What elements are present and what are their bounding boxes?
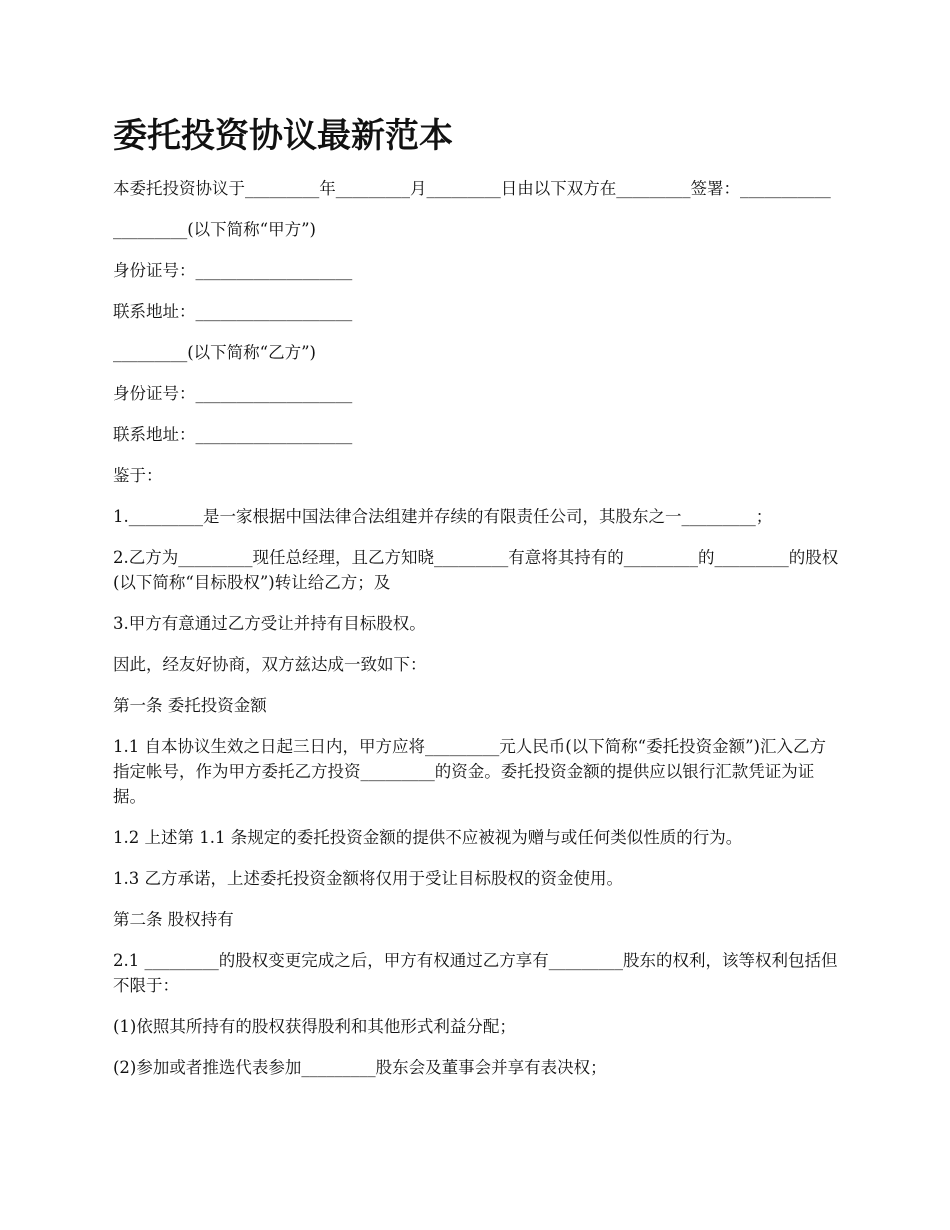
- recital-2: 2.乙方为_________现任总经理，且乙方知晓_________有意将其持有的_________的_________的股权(以下简称“目标股权”)转让给乙方；及: [113, 548, 839, 592]
- party-b-id-number: 身份证号：___________________: [113, 384, 353, 403]
- clause-2-1-item-2: (2)参加或者推选代表参加_________股东会及董事会并享有表决权；: [113, 1058, 607, 1077]
- party-b-name: _________(以下简称“乙方”): [113, 343, 316, 362]
- preamble-paragraph: 本委托投资协议于_________年_________月_________日由以下双方在_________签署：___________: [113, 179, 831, 198]
- clause-1-1: 1.1 自本协议生效之日起三日内，甲方应将_________元人民币(以下简称“委托投资金额”)汇入乙方指定帐号，作为甲方委托乙方投资_________的资金。委托投资金额的提供应以银行汇款凭证为证据。: [113, 737, 826, 806]
- clause-1-2: 1.2 上述第 1.1 条规定的委托投资金额的提供不应被视为赠与或任何类似性质的行为。: [113, 828, 743, 847]
- agreement-intro: 因此，经友好协商，双方兹达成一致如下：: [113, 655, 427, 674]
- clause-1-3: 1.3 乙方承诺，上述委托投资金额将仅用于受让目标股权的资金使用。: [113, 869, 623, 888]
- party-a-address: 联系地址：___________________: [113, 302, 353, 321]
- article-2-heading: 第二条 股权持有: [113, 910, 234, 929]
- document-title: 委托投资协议最新范本: [113, 116, 453, 156]
- recital-3: 3.甲方有意通过乙方受让并持有目标股权。: [113, 614, 426, 633]
- recital-1: 1._________是一家根据中国法律合法组建并存续的有限责任公司，其股东之一_________；: [113, 507, 773, 526]
- whereas-heading: 鉴于：: [113, 466, 163, 485]
- document-page: [113, 108, 839, 1096]
- party-a-id-number: 身份证号：___________________: [113, 261, 353, 280]
- article-1-heading: 第一条 委托投资金额: [113, 696, 267, 715]
- party-b-address: 联系地址：___________________: [113, 425, 353, 444]
- clause-2-1: 2.1 _________的股权变更完成之后，甲方有权通过乙方享有_________股东的权利，该等权利包括但不限于：: [113, 951, 838, 995]
- party-a-name: _________(以下简称“甲方”): [113, 220, 316, 239]
- clause-2-1-item-1: (1)依照其所持有的股权获得股利和其他形式利益分配；: [113, 1017, 516, 1036]
